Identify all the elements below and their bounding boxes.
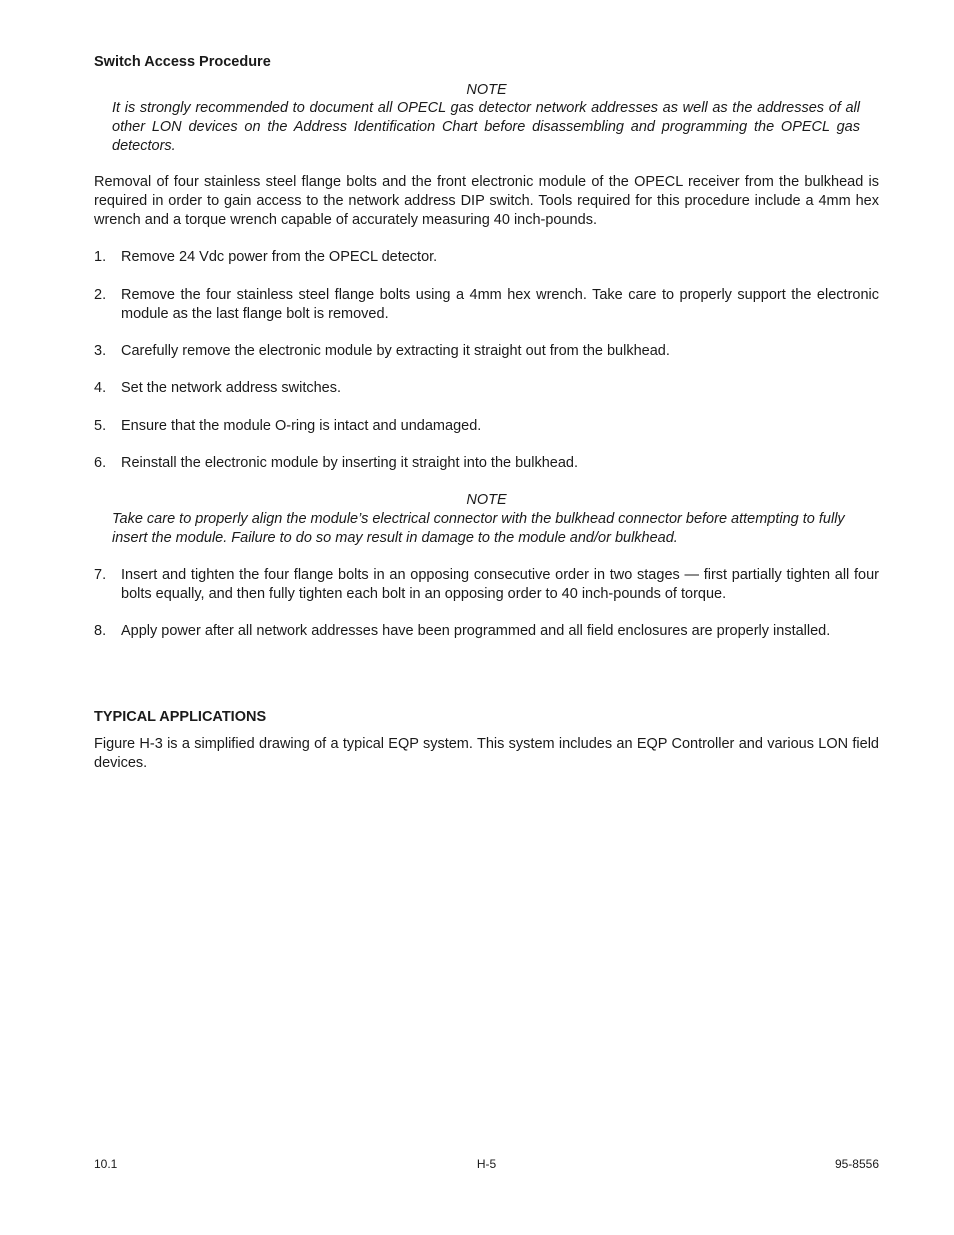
step-text: Set the network address switches. (121, 380, 342, 396)
step-number: 2. (94, 287, 107, 303)
list-item (94, 622, 879, 641)
step-number: 6. (94, 455, 107, 471)
step-text: Apply power after all network addresses have been programmed and all field enclosures are properly installed. (121, 623, 831, 639)
list-item (94, 286, 879, 324)
step-number: 4. (94, 380, 107, 396)
step-text: Remove 24 Vdc power from the OPECL detector. (121, 249, 438, 265)
step-text: Carefully remove the electronic module by extracting it straight out from the bulkhead. (121, 343, 670, 359)
step-number: 3. (94, 343, 107, 359)
step-number: 7. (94, 567, 107, 583)
step-text: Ensure that the module O-ring is intact and undamaged. (121, 418, 482, 434)
step-number: 8. (94, 623, 107, 639)
list-item (94, 454, 879, 473)
step-text: Insert and tighten the four flange bolts in an opposing consecutive order in two stages — first partially tighten all four bolts equally, and then fully tighten each bolt in an opposing order to 40 inch-pounds of torque. (121, 567, 879, 602)
footer-document-number: 95-8556 (834, 1157, 879, 1171)
step-text: Remove the four stainless steel flange bolts using a 4mm hex wrench. Take care to properly support the electronic module as the last flange bolt is removed. (121, 287, 879, 322)
note-label-2: NOTE (466, 492, 507, 508)
typical-applications-paragraph: Figure H-3 is a simplified drawing of a typical EQP system. This system includes an EQP Controller and various LON field devices. (94, 736, 879, 771)
list-item (94, 417, 879, 436)
intro-paragraph: Removal of four stainless steel flange bolts and the front electronic module of the OPECL receiver from the bulkhead is required in order to gain access to the network address DIP switch. Tools required for this procedure include a 4mm hex wrench and a torque wrench capable of accurately measuring 40 inch-pounds. (94, 174, 879, 228)
step-number: 5. (94, 418, 107, 434)
footer-revision: 10.1 (94, 1157, 118, 1171)
list-item (94, 248, 879, 267)
list-item (94, 566, 879, 604)
list-item (94, 379, 879, 398)
note-label-1: NOTE (466, 82, 507, 98)
section-title-typical-applications: TYPICAL APPLICATIONS (94, 709, 267, 725)
note-text-1: It is strongly recommended to document all OPECL gas detector network addresses as well as the addresses of all other LON devices on the Address Identification Chart before disassembling and programming the OPECL gas detectors. (112, 100, 860, 154)
list-item (94, 342, 879, 361)
section-title-switch-access: Switch Access Procedure (94, 54, 271, 70)
step-text: Reinstall the electronic module by inserting it straight into the bulkhead. (121, 455, 579, 471)
note-text-2: Take care to properly align the module’s electrical connector with the bulkhead connector before attempting to fully insert the module. Failure to do so may result in damage to the module and/or bulkhead. (112, 511, 845, 546)
step-number: 1. (94, 249, 107, 265)
footer-page-number: H-5 (476, 1157, 497, 1171)
